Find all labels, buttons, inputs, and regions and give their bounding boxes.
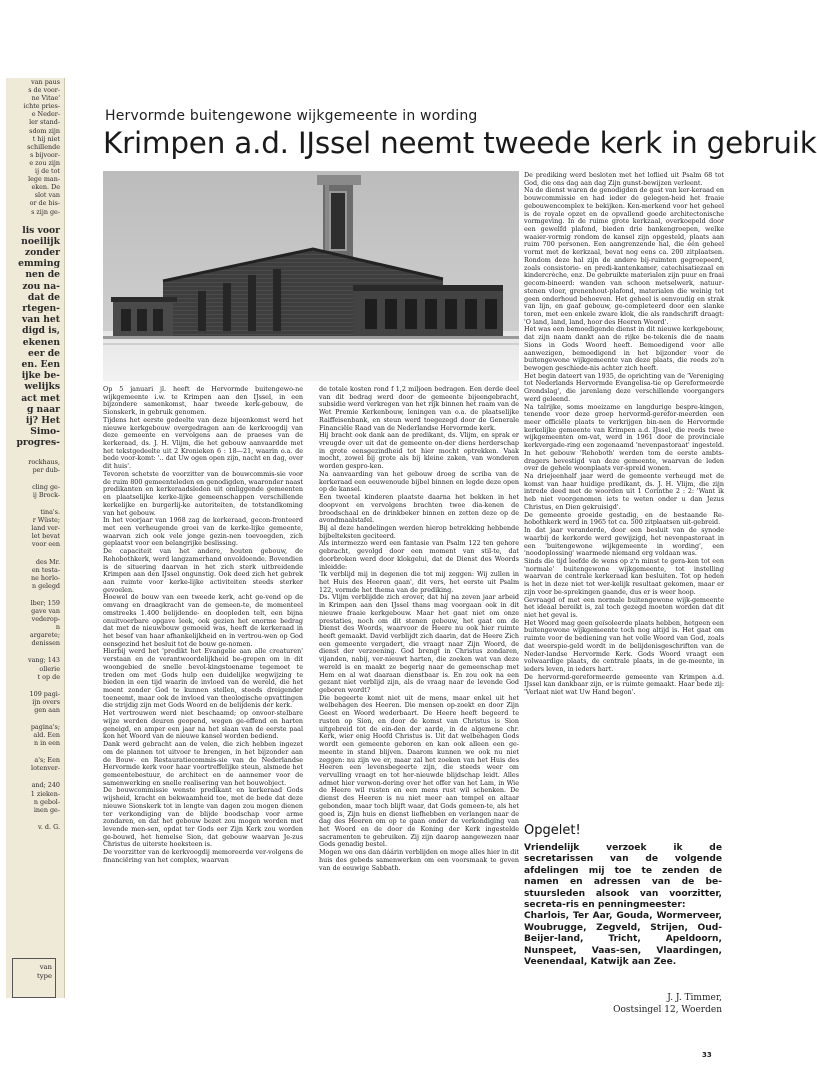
previous-page-fragment: ij Brock- — [32, 490, 60, 499]
notice-places-list: Charlois, Ter Aar, Gouda, Wormerveer, Woubrugge, Zegveld, Strijen, Oud-Beijer-land, Tricht, Apeldoorn, Nunspeet, Vaas-sen, Vlaardingen, Veenendaal, Katwijk aan Zee. — [524, 911, 722, 968]
article-paragraph: In het voorjaar van 1968 zag de kerkeraad, gecon-fronteerd met een verheugende groei van de kerke-lijke gemeente, waarvan zich ook vele jonge gezin-nen toevoegden, zich geplaatst voor een belangrijke beslissing. — [103, 516, 303, 548]
previous-page-fragment: n in een — [33, 739, 60, 748]
article-paragraph: Gevraagd of met een normale buitengewone wijk-gemeente het ideaal bereikt is, zal toch gezegd moeten worden dat dit niet het geval is. — [524, 595, 724, 619]
article-paragraph: In dat jaar veranderde, door een besluit van de synode waarbij de kerkorde werd gewijzigd, het nevenpastoraat in een 'buitengewone wijkgemeente in wording', een 'noodoplossing' waarmede niemand erg voldaan was. — [524, 526, 724, 558]
article-paragraph: Het vertrouwen werd niet beschaamd; op onvoor-stelbare wijze werden deuren geopend, wegen ge-effend en harten geneigd, en amper een jaar na het slaan van de eerste paal kon het Woord van de nieuwe kansel worden bediend. — [103, 709, 303, 741]
previous-page-fragment: welijks — [24, 381, 60, 393]
notice-signature-address: Oostsingel 12, Woerden — [613, 1005, 722, 1015]
previous-page-fragment: lotenver- — [31, 764, 60, 773]
article-paragraph: Na de dienst waren de genodigden de gast van ker-keraad en bouwcommissie en had ieder de gelegen-heid het fraaie gebouwencomplex te bekijken. Ken-merkend voor het geheel is de royale opzet en de opvallend goede architectonische vormgeving. In de ruime grote kerkzaal, overkoepeld door een gewelfd plafond, bieden drie bankengroepen, welke waaier-vormig rondom de kansel zijn opgesteld, plaats aan ruim 700 personen. Een aangrenzende hal, die één geheel vormt met de kerkzaal, bevat nog eens ca. 200 zitplaatsen. Rondom deze hal zijn de andere bij-ruimten gegroepeerd, zoals consistorie- en predi-kantenkamer, catechisatiezaal en kindercrèche, enz. De gebruikte materialen zijn puur en fraai gecom-bineerd: wanden van schoon metselwerk, natuur-stenen vloer, grenenhout-plafond, materialen die weinig tot geen onderhoud behoeven. Het geheel is eenvoudig en strak van lijn, en gaaf gebouw, ge-completeerd door een slanke toren, met een enkele zware klok, die als randschrift draagt: 'O land, land, land, hoor des Heeren Woord'. — [524, 186, 724, 326]
article-paragraph: Hoewel de bouw van een tweede kerk, acht ge-vend op de omvang en draagkracht van de gemeen-te, de momenteel omstreeks 1.400 belijdende- en doopleden telt, een bijna onuitvoerbare opgave leek, ook gezien het enorme bedrag dat met de nieuwbouw gemoeid was, heeft de kerkeraad in het besef van haar afhankelijkheid en in vertrou-wen op God eensgezind het besluit tot de bouw ge-nomen. — [103, 593, 303, 648]
previous-page-fragment: lber; 159 — [30, 598, 60, 607]
previous-page-fragment: let bevat — [31, 532, 60, 541]
previous-page-fragment: ald. Een — [33, 731, 60, 740]
previous-page-fragment — [6, 647, 64, 656]
previous-page-fragment: cling ge- — [32, 482, 60, 491]
previous-page-fragment: voor een — [31, 540, 60, 549]
church-photo — [103, 171, 519, 381]
article-column-2 — [319, 386, 519, 1016]
previous-page-fragment: zou na- — [22, 280, 60, 292]
article-paragraph: Sinds die tijd leefde de wens op z'n minst te gera-ken tot een 'normale' buitengewone wijkgemeente, tot instelling waarvan de centrale kerkeraad kan besluiten. Tot op heden is het in deze niet tot wer-kelijk resultaat gekomen, maar er zijn voor be-sprekingen gaande, dus er is weer hoop. — [524, 556, 724, 596]
article-paragraph: De capaciteit van het andere, houten gebouw, de Rehobothkerk, werd langzamerhand onvoldoende. Bovendien is de situering daarvan in het zich sterk uitbreidende Krimpen aan den IJssel ongunstig. Ook deed zich het gebrek aan ruimte voor kerke-lijke activiteiten steeds sterker gevoelen. — [103, 547, 303, 594]
article-paragraph: De bouwcommissie wenste predikant en kerkeraad Gods wijsheid, kracht en bekwaamheid toe, met de bede dat deze nieuwe Sionskerk tot in lengte van dagen zou mogen dienen ter verkondiging van de blijde boodschap voor arme zondaren, en dat het gebouw bezet zou mogen worden met levende men-sen, opdat ter Gods eer Zijn Kerk zou worden ge-bouwd, het hemelse Sion, dat gebouw waarvan Je-zus Christus de uiterste hoeksteen is. — [103, 786, 303, 849]
article-paragraph: Hij bracht ook dank aan de predikant, ds. Vlijm, en sprak er vreugde over uit dat de gemeente on-der diens herderschap in grote eensgezindheid tot hier mocht optrekken. Vaak mocht, zowel bij grote als bij kleine zaken, van wonderen worden gespro-ken. — [319, 431, 519, 471]
previous-page-fragment: 109 pagi- — [29, 689, 60, 698]
article-paragraph: Ds. Vlijm verblijdde zich erover, dat hij na zeven jaar arbeid in Krimpen aan den IJssel thans mag voorgaan ook in dit nieuwe fraaie kerkgebouw. Maar het gaat niet om onze prestaties, noch om dit stenen gebouw, het gaat om de Dienst des Woords, waarvoor de Heere nu ook hier ruimte heeft gemaakt. David verblijdt zich daarin, dat de Heere Zich een gemeente vergadert, die vraagt naar Zijn Woord, de dienst der verzoening. God brengt in Christus zondaren, vijanden, nabij, ver-nieuwt harten, die zoeken wat van deze wereld is en maakt ze begerig naar de gemeenschap met Hem en al wat daaraan dienstbaar is. En zou ook na een gezant niet verblijd zijn, als de vraag naar de levende God geboren wordt? — [319, 593, 519, 695]
previous-page-fragment: en testa- — [31, 565, 60, 574]
previous-page-fragment: n gebol- — [33, 797, 60, 806]
previous-page-fragment: denissen — [31, 639, 60, 648]
article-paragraph: De hervormd-gereformeerde gemeente van Krimpen a.d. IJssel kan dankbaar zijn, er is ruimte gemaakt. Haar bede zij: 'Verlaat niet wat Uw Hand begon'. — [524, 672, 724, 697]
previous-page-fragment — [6, 714, 64, 723]
previous-page-fragment — [6, 772, 64, 781]
article-paragraph: de totale kosten rond f 1,2 miljoen bedragen. Een derde deel van dit bedrag werd door de gemeente bijeengebracht, subsidie werd verkregen van het rijk binnen het raam van de Wet Premie Kerkenbouw, leningen van o.a. de plaatselijke Raiffeisenbank, en steun werd toegezegd door de Generale Financiële Raad van de Nederlandse Hervormde kerk. — [319, 385, 519, 432]
previous-page-fragment: e Neder- — [31, 110, 60, 119]
previous-page-fragment: ekenen — [22, 336, 60, 348]
previous-page-fragment: ler stand- — [29, 118, 60, 127]
previous-page-fragment: n gelegd — [31, 581, 60, 590]
previous-page-fragment: r Wüste; — [32, 516, 60, 525]
article-paragraph: De prediking werd besloten met het loflied uit Psalm 68 tot God, die ons dag aan dag Zijn gunst-bewijzen verleent. — [524, 171, 724, 187]
article-column-1 — [103, 386, 303, 1016]
previous-page-fragment — [6, 499, 64, 508]
previous-page-fragment — [6, 216, 64, 225]
article-paragraph: Het Woord mag geen geïsoleerde plaats hebben, hetgeen een buitengewone wijkgemeente toch nog altijd is. Het gaat om ruimte voor de bediening van het volle Woord van God, zoals dat weerspie-geld wordt in de belijdenisgeschriften van de Neder-landse Hervormde Kerk. Gods Woord vraagt een volwaardige plaats, de centrale plaats, in de ge-meente, in ieders leven, in ieders hart. — [524, 618, 724, 673]
previous-page-fragment: gen aan — [34, 705, 60, 714]
article-kicker: Hervormde buitengewone wijkgemeente in wording — [105, 108, 478, 124]
notice-body — [524, 843, 722, 968]
previous-page-fragment: e zou zijn — [29, 158, 60, 167]
article-headline: Krimpen a.d. IJssel neemt tweede kerk in gebruik — [103, 126, 817, 160]
previous-page-text — [6, 78, 64, 831]
previous-page-fragment: t hij niet — [32, 134, 60, 143]
previous-page-fragment: en. Een — [21, 359, 60, 371]
previous-page-fragment: argarete; — [29, 631, 60, 640]
previous-page-fragment: zonder — [24, 247, 60, 258]
previous-page-fragment: tina's. — [40, 508, 60, 517]
previous-page-fragment: rockhaus, — [28, 457, 60, 466]
previous-page-fragment: nen de — [25, 269, 60, 281]
previous-page-fragment: a's; Een — [34, 756, 60, 765]
previous-page-fragment: ij? Het — [25, 415, 60, 427]
previous-page-fragment — [6, 474, 64, 483]
notice-request-text: Vriendelijk verzoek ik de secretarissen van de volgende afdelingen mij toe te zenden de namen en adressen van de be-stuursleden alsook van voorzitter, secreta-ris en penningmeester: — [524, 843, 722, 911]
article-paragraph: Na talrijke, soms moeizame en langdurige bespre-kingen, tenende voor deze groep hervormd-gerefor-meerden een meer officiële plaats te verkrijgen bin-nen de Hervormde kerkelijke gemeente van Krimpen a.d. IJssel, die reeds twee wijkgemeenten om-vat, werd in 1961 door de provinciale kerkvergade-ring een zogenaamd 'nevenpastoraat' ingesteld. In het gebouw 'Rehoboth' werden tom de eerste ambts-dragers bevestigd van deze gemeente, waarvan de leden over de gehele woonplaats ver-spreid wonen. — [524, 402, 724, 473]
previous-page-fragment: ne Vitae' — [31, 94, 60, 103]
article-paragraph: Tevoren schetste de voorzitter van de bouwcommis-sie voor de ruim 800 gemeenteleden en genodigden, waaronder naast predikanten en kerkeraadsleden uit omliggende gemeenten en plaatselijke kerke-lijke gemeenschappen verschillende kerkelijke en burgerlij-ke autoriteiten, de totstandkoming van het gebouw. — [103, 469, 303, 517]
church-photo-image — [103, 171, 519, 381]
previous-page-fragment: eken. De — [31, 183, 60, 192]
previous-page-fragment: and; 240 — [31, 781, 60, 790]
previous-page-fragment: des Mr. — [35, 557, 60, 566]
previous-page-fragment: t op de — [37, 672, 60, 681]
previous-page-fragment: sdom zijn — [29, 126, 60, 135]
previous-page-fragment — [6, 549, 64, 558]
notice-signature-name: J. J. Timmer, — [667, 993, 722, 1003]
previous-page-fragment: digd is, — [22, 325, 60, 337]
previous-page-fragment: v. d. G. — [38, 822, 60, 831]
previous-page-fragment — [6, 747, 64, 756]
article-paragraph: Hierbij werd het 'predikt het Evangelie aan alle creaturen' verstaan en de verantwoordelijkheid be-grepen om in dit woongebied de snelle bevol-kingstoename tegemoet te treden om met Gods hulp een duidelijke wegwijzing te bieden in een tijd waarin de invloed van de wereld, die het moent zonder God te kunnen stellen, steeds dreigender toeneemt, maar ook de invloed van theologische opvattingen die strijdig zijn met Gods Woord en de belijdenis der kerk. — [103, 647, 303, 710]
article-paragraph: Het was een bemoedigende dienst in dit nieuwe kerkgebouw, dat zijn naam dankt aan de rijke be-tekenis die de naam Sions in Gods Woord heeft. Bemoedigend voor alle aanwezigen, bemoedigend in het bijzonder voor de buitengewone wijkgemeente van deze plaats, die reeds zo'n bewogen geschiede-nis achter zich heeft. — [524, 325, 724, 372]
previous-page-fragment: s bijvoor- — [30, 150, 60, 159]
previous-page-fragment — [6, 590, 64, 599]
previous-page-fragment: ollerie — [39, 664, 60, 673]
previous-page-fragment — [6, 449, 64, 458]
previous-page-fragment: rtegen- — [22, 303, 60, 315]
previous-page-fragment: van het — [22, 314, 60, 326]
article-paragraph: Bij al deze handelingen werden hierop betrekking hebbende bijbelteksten geciteerd. — [319, 523, 519, 540]
previous-page-fragment: n — [55, 623, 60, 632]
article-paragraph: Dank werd gebracht aan de velen, die zich hebben ingezet om de plannen tot uitvoer te brengen, in het bijzonder aan de Bouw- en Restauratiecommis-sie van de Nederlandse Hervormde kerk voor haar voortreffelijke steun, alsmede het gemeentebestuur, de architect en de aannemer voor de samenwerking en snelle realisering van het bouwobject. — [103, 740, 303, 787]
previous-page-fragment: Simo- — [30, 426, 60, 438]
previous-page-fragment: 1 zieken- — [30, 789, 60, 798]
article-page — [75, 78, 817, 1059]
article-paragraph: Een tweetal kinderen plaatste daarna het bekken in het doopvont en vervolgens brachten twee dia-kenen de broodschaal en de drinkbeker binnen en zetten deze op de avondmaalstafel. — [319, 493, 519, 525]
previous-page-fragment: ijn overs — [32, 697, 60, 706]
article-paragraph: Als intermezzo werd een fantasie van Psalm 122 ten gehore gebracht, gevolgd door een moment van stil-te, dat doorbroken werd door klokgelui, dat de Dienst des Woords inleidde: — [319, 539, 519, 571]
previous-page-fragment: ne horlo- — [31, 573, 60, 582]
article-paragraph: De gemeente groeide gestadig, en de bestaande Re-hobothkerk werd in 1965 tot ca. 500 zitplaatsen uit-gebreid. — [524, 510, 724, 527]
boxed-text-line: type — [37, 972, 52, 980]
page-number: 33 — [702, 1051, 712, 1059]
previous-page-fragment: inen ge- — [33, 805, 60, 814]
previous-page-fragment: vang; 143 — [27, 656, 60, 665]
previous-page-fragment: ichte pries- — [23, 102, 60, 111]
previous-page-fragment: ij de tot — [35, 167, 60, 176]
previous-page-fragment: eer de — [28, 347, 60, 359]
previous-page-fragment: gave van — [31, 606, 60, 615]
previous-page-fragment: ijke be- — [21, 370, 60, 382]
previous-page-fragment: g naar — [26, 403, 60, 415]
previous-page-fragment: land ver- — [31, 524, 60, 533]
article-paragraph: Tijdens het eerste gedeelte van deze bijeenkomst werd het nieuwe kerkgebouw overgedragen aan de kerkvoogdij van deze gemeente en vervolgens aan de praeses van de kerkeraad, ds. J. H. Vlijm, die het gebouw aanvaardde met het tekstgedeelte uit 2 Kronieken 6 : 18—21, waarin o.a. de bede voor-komt: '.. dat Uw ogen open zijn, nacht en dag, over dit huis'. — [103, 415, 303, 471]
boxed-text-line: van — [39, 963, 52, 971]
previous-page-fragment: slot van — [34, 191, 60, 200]
previous-page-fragment: van paus — [31, 78, 60, 86]
article-paragraph: Na aanvaarding van het gebouw droeg de scriba van de kerkeraad een eeuwenoude bijbel binnen en legde deze open op de kansel. — [319, 469, 519, 494]
previous-page-fragment: act met — [21, 392, 60, 404]
previous-page-fragment: s zijn ge- — [31, 207, 60, 216]
article-paragraph: Op 5 januari jl. heeft de Hervormde buitengewo-ne wijkgemeente i.w. te Krimpen aan den IJssel, in een bijzondere samenkomst, haar tweede kerk-gebouw, de Sionskerk, in gebruik genomen. — [103, 385, 303, 417]
previous-page-fragment: dat de — [27, 291, 60, 303]
previous-page-edge — [6, 78, 65, 998]
article-column-3 — [524, 172, 724, 850]
article-paragraph: De voorzitter van de kerkvoogdij memoreerde ver-volgens de financiëring van het complex, waarvan — [103, 848, 303, 864]
article-paragraph: 'Ik verblijd mij in degenen die tot mij zeggen: Wij zullen in het Huis des Heeren gaan', dit vers, het eerste uit Psalm 122, vormde het thema van de prediking. — [319, 570, 519, 594]
previous-page-fragment: s de voor- — [28, 86, 60, 95]
previous-page-fragment: noeilijk — [21, 235, 60, 247]
previous-page-fragment: progres- — [16, 437, 60, 449]
previous-page-fragment — [6, 814, 64, 823]
article-paragraph: Na driejeenhalf jaar werd de gemeente verheugd met de komst van haar huidige predikant, ds. J. H. Vlijm, die zijn intrede deed met de woorden uit 1 Corinthe 2 : 2: 'Want ik heb niet voorgenomen iets te weten onder u dan Jezus Christus, en Dien gekruisigd'. — [524, 472, 724, 511]
previous-page-fragment: emming — [18, 258, 60, 270]
previous-page-fragment: vederop- — [31, 615, 60, 624]
article-paragraph: Mogen we ons dan dáárin verblijden en moge alles hier in dit huis des gebeds samenwerken om een voorsmaak te geven van de eeuwige Sabbath. — [319, 848, 519, 872]
previous-page-boxed-text — [12, 958, 56, 998]
previous-page-fragment: or de bis- — [29, 199, 60, 208]
previous-page-fragment: lis voor — [22, 224, 60, 236]
previous-page-fragment: lege man- — [28, 175, 60, 184]
article-paragraph: Die begeerte komt niet uit de mens, maar enkel uit het welbehagen des Heeren. Die mensen op-zoekt en door Zijn Geest en Woord wederbaart. De Heere heeft begeerd te rusten op Sion, en door de komst van Christus is Sion uitgebreid tot de ein-den der aarde, in de algemene chr. Kerk, wier enig Hoofd Christus is. Uit dat welbehagen Gods wordt een gemeente geboren en kan ook alleen een ge-meente in stand blijven. Daarom kunnen we ook nu niet zeggen: nu zijn we er, maar zal het zoeken van het Huis des Heeren een levensbegeerte zijn, die steeds weer om vervulling vraagt en tot her-nieuwde blijdschap leidt. Alles admet hier verwon-dering over het offer van het Lam, in Wie de Heere wil rusten en een mens rust wil schenken. De dienst des Heeren is nu niet meer aan tempel en altaar gebonden, maar toch blijft waar, dat Gods gemeen-te, als het goed is, Zijn huis en dienst liefhebben en verlangen naar de dag des Heeren om op te gaan onder de verkondiging van het Woord en de door de Koning der Kerk ingestelde sacramenten te gebruiken. Zij zijn daarop aangewezen naar Gods genadig bestel. — [319, 693, 519, 849]
previous-page-fragment: schillende — [27, 142, 60, 151]
notice-title: Opgelet! — [524, 823, 581, 838]
previous-page-fragment — [6, 681, 64, 690]
previous-page-fragment: per dub- — [32, 465, 60, 474]
previous-page-fragment: pagina's; — [30, 723, 60, 731]
article-paragraph: Het begin dateert van 1935, de oprichting van de 'Vereniging tot Nederlands Hervormde Evangelisa-tie op Gereformeerde Grondslag', die jarenlang deze verschillende voorgangers werd geleend. — [524, 371, 724, 403]
